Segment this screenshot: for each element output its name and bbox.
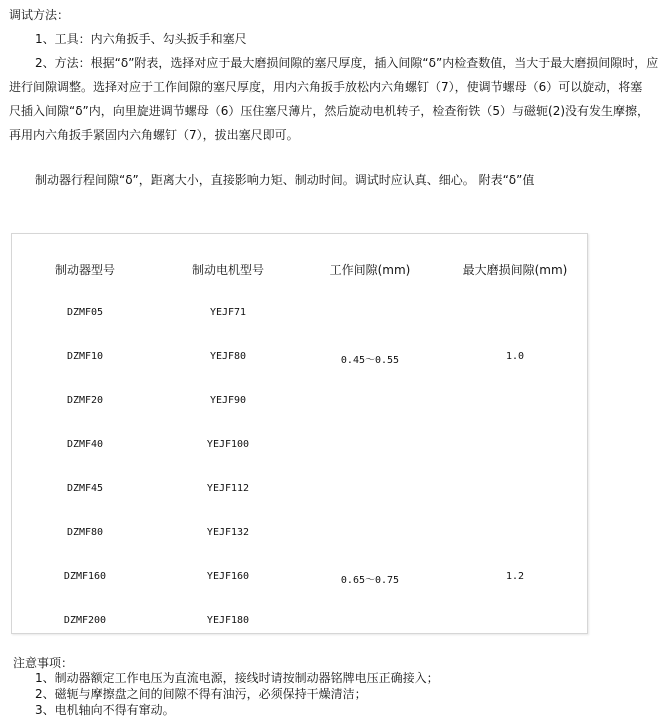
table-row-model: DZMF20 [66,395,104,406]
notes-title: 注意事项： [13,656,74,670]
table-row-model: DZMF160 [63,571,107,582]
table-row-max-gap: 1.0 [505,351,525,362]
table-row-motor: YEJF180 [206,615,250,626]
stroke-note: 制动器行程间隙“δ”，距离大小，直接影响力矩、制动时间。调试时应认真、细心。 附表“δ”值 [35,173,535,187]
table-row-motor: YEJF160 [206,571,250,582]
table-row-model: DZMF10 [66,351,104,362]
col-header-motor: 制动电机型号 [191,263,265,277]
method-line-2: 进行间隙调整。选择对应于工作间隙的塞尺厚度，用内六角扳手放松内六角螺钉（7），使调节螺母（6）可以旋动，将塞 [9,80,643,94]
table-row-motor: YEJF112 [206,483,250,494]
table-row-gap: 0.65～0.75 [340,575,400,586]
table-row-motor: YEJF90 [209,395,247,406]
section-heading: 调试方法： [9,8,70,22]
method-line-3: 尺插入间隙“δ”内，向里旋进调节螺母（6）压住塞尺薄片，然后旋动电机转子，检查衔铁（5）与磁轭(2)没有发生摩擦， [9,104,650,118]
col-header-max-gap: 最大磨损间隙(mm) [462,263,568,277]
note-item: 3、电机轴向不得有窜动。 [35,703,175,717]
tools-line: 1、工具：内六角扳手、勾头扳手和塞尺 [35,32,247,46]
table-row-model: DZMF80 [66,527,104,538]
col-header-model: 制动器型号 [54,263,116,277]
method-line-1: 2、方法：根据“δ”附表，选择对应于最大磨损间隙的塞尺厚度，插入间隙“δ”内检查数值，当大于最大磨损间隙时，应 [35,56,659,70]
col-header-gap: 工作间隙(mm) [329,263,411,277]
method-line-4: 再用内六角扳手紧固内六角螺钉（7），拔出塞尺即可。 [9,128,299,142]
table-row-motor: YEJF71 [209,307,247,318]
table-row-max-gap: 1.2 [505,571,525,582]
note-item: 1、制动器额定工作电压为直流电源，接线时请按制动器铭牌电压正确接入； [35,671,439,685]
table-row-model: DZMF40 [66,439,104,450]
table-row-gap: 0.45～0.55 [340,355,400,366]
table-row-model: DZMF05 [66,307,104,318]
gap-table [11,233,588,634]
table-row-motor: YEJF132 [206,527,250,538]
table-row-model: DZMF200 [63,615,107,626]
table-row-motor: YEJF80 [209,351,247,362]
table-row-model: DZMF45 [66,483,104,494]
table-row-motor: YEJF100 [206,439,250,450]
note-item: 2、磁轭与摩擦盘之间的间隙不得有油污，必须保持干燥清洁； [35,687,367,701]
